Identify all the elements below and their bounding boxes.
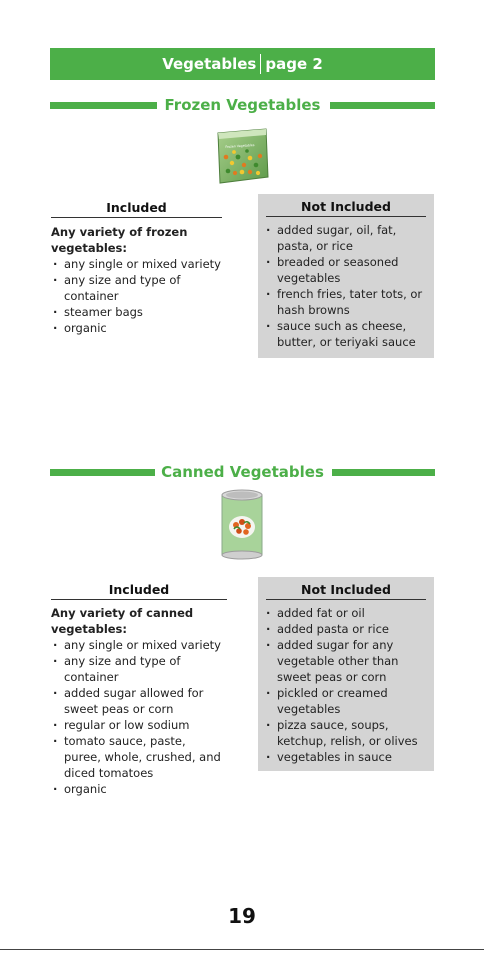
page-number: 19 — [228, 904, 256, 928]
list-item: · regular or low sodium — [51, 717, 222, 733]
frozen-not-included-heading: Not Included — [266, 199, 426, 217]
list-item: · added fat or oil — [264, 605, 428, 621]
canned-not-included-box — [258, 577, 434, 771]
canned-included-lead: Any variety of canned vegetables: — [51, 606, 194, 636]
canned-vegetables-can-icon — [218, 489, 266, 561]
page-banner — [50, 48, 435, 80]
list-item: · steamer bags — [51, 304, 222, 320]
list-item: · any size and type of container — [51, 272, 222, 304]
list-item: · french fries, tater tots, or hash browns — [264, 286, 428, 318]
list-item: · pizza sauce, soups, ketchup, relish, or olives — [264, 717, 428, 749]
list-item: · organic — [51, 781, 222, 797]
frozen-not-included-box — [258, 194, 434, 358]
list-item: · added sugar, oil, fat, pasta, or rice — [264, 222, 428, 254]
list-item: · added sugar for any vegetable other than sweet peas or corn — [264, 637, 428, 685]
canned-included-list — [51, 605, 222, 797]
list-item: · tomato sauce, paste, puree, whole, crushed, and diced tomatoes — [51, 733, 222, 781]
list-item: · added sugar allowed for sweet peas or corn — [51, 685, 222, 717]
frozen-section-title: Frozen Vegetables — [164, 96, 321, 114]
canned-not-included-heading: Not Included — [266, 582, 426, 600]
frozen-included-lead: Any variety of frozen vegetables: — [51, 225, 188, 255]
list-item: · vegetables in sauce — [264, 749, 428, 765]
frozen-included-heading: Included — [51, 200, 222, 218]
bag-label: Frozen Vegetables — [225, 142, 255, 150]
banner-divider — [260, 54, 261, 74]
list-item: · any single or mixed variety — [51, 256, 222, 272]
list-item: · any single or mixed variety — [51, 637, 222, 653]
canned-section-header — [50, 462, 435, 484]
page-bottom-rule — [0, 949, 484, 950]
list-item: · any size and type of container — [51, 653, 222, 685]
banner-page: page 2 — [265, 55, 323, 73]
list-item: · added pasta or rice — [264, 621, 428, 637]
banner-category: Vegetables — [162, 55, 257, 73]
frozen-vegetables-bag-icon — [214, 127, 270, 185]
list-item: · sauce such as cheese, butter, or teriyaki sauce — [264, 318, 428, 350]
frozen-section-header — [50, 95, 435, 117]
list-item: · organic — [51, 320, 222, 336]
frozen-included-list — [51, 224, 222, 336]
canned-included-heading: Included — [51, 582, 227, 600]
list-item: · breaded or seasoned vegetables — [264, 254, 428, 286]
list-item: · pickled or creamed vegetables — [264, 685, 428, 717]
canned-section-title: Canned Vegetables — [161, 463, 324, 481]
